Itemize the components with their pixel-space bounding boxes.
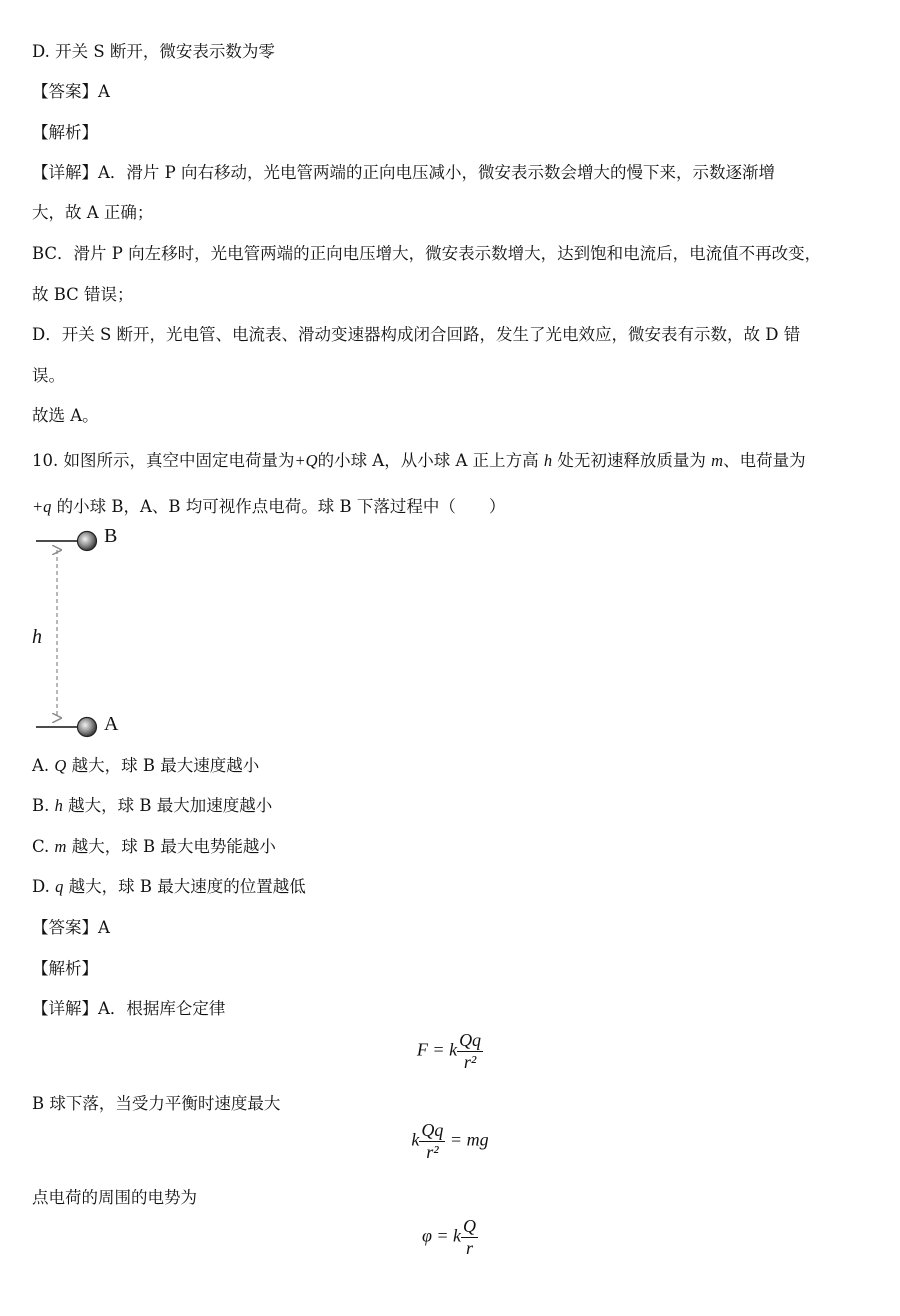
- detail-bc-line1: BC．滑片 P 向左移时，光电管两端的正向电压增大，微安表示数增大，达到饱和电流后，电流值不再改变，: [32, 244, 822, 263]
- detail-a-line1: 【详解】A．滑片 P 向右移动，光电管两端的正向电压减小，微安表示数会增大的慢下来，示数逐渐增: [32, 163, 776, 182]
- label-a: A: [104, 713, 119, 735]
- analysis-heading-prev: 【解析】: [32, 123, 98, 142]
- option-d-prev: D. 开关 S 断开，微安表示数为零: [32, 42, 275, 61]
- answer-prev: 【答案】A: [32, 82, 110, 101]
- option-c: C. m 越大，球 B 最大电势能越小: [32, 837, 276, 856]
- analysis-heading: 【解析】: [32, 959, 98, 978]
- option-b: B. h 越大，球 B 最大加速度越小: [32, 796, 273, 815]
- detail-bc-line2: 故 BC 错误；: [32, 285, 134, 304]
- detail-d-line2: 误。: [32, 366, 65, 385]
- charge-diagram: [30, 524, 170, 750]
- label-b: B: [104, 525, 118, 547]
- q10-stem-line1: 10. 如图所示，真空中固定电荷量为+Q的小球 A，从小球 A 正上方高 h 处无初速释放质量为 m、电荷量为: [32, 451, 806, 470]
- ball-a: [78, 718, 97, 737]
- option-a: A. Q 越大，球 B 最大速度越小: [32, 756, 260, 775]
- equation-coulomb: F = k $\frac{Qq}{\text{r²}}$: [416, 1030, 482, 1072]
- equation-balance: k $\frac{Qq}{\text{r²}}$ = mg: [411, 1120, 489, 1162]
- equation-potential: φ = k $\frac{Q}{r}$: [421, 1216, 477, 1258]
- option-d: D. q 越大，球 B 最大速度的位置越低: [32, 877, 306, 896]
- detail-d-line1: D．开关 S 断开，光电管、电流表、滑动变速器构成闭合回路，发生了光电效应，微安表有示数，故 D 错: [32, 325, 801, 344]
- q10-stem-line2: +q 的小球 B，A、B 均可视作点电荷。球 B 下落过程中（ ）: [32, 497, 506, 516]
- detail-intro: 【详解】A．根据库仑定律: [32, 999, 226, 1018]
- text-potential: 点电荷的周围的电势为: [32, 1188, 197, 1207]
- label-h: h: [32, 626, 42, 648]
- answer: 【答案】A: [32, 918, 110, 937]
- ball-b: [78, 532, 97, 551]
- detail-a-line2: 大，故 A 正确；: [32, 203, 154, 222]
- text-balance: B 球下落，当受力平衡时速度最大: [32, 1094, 281, 1113]
- conclusion-prev: 故选 A。: [32, 406, 99, 425]
